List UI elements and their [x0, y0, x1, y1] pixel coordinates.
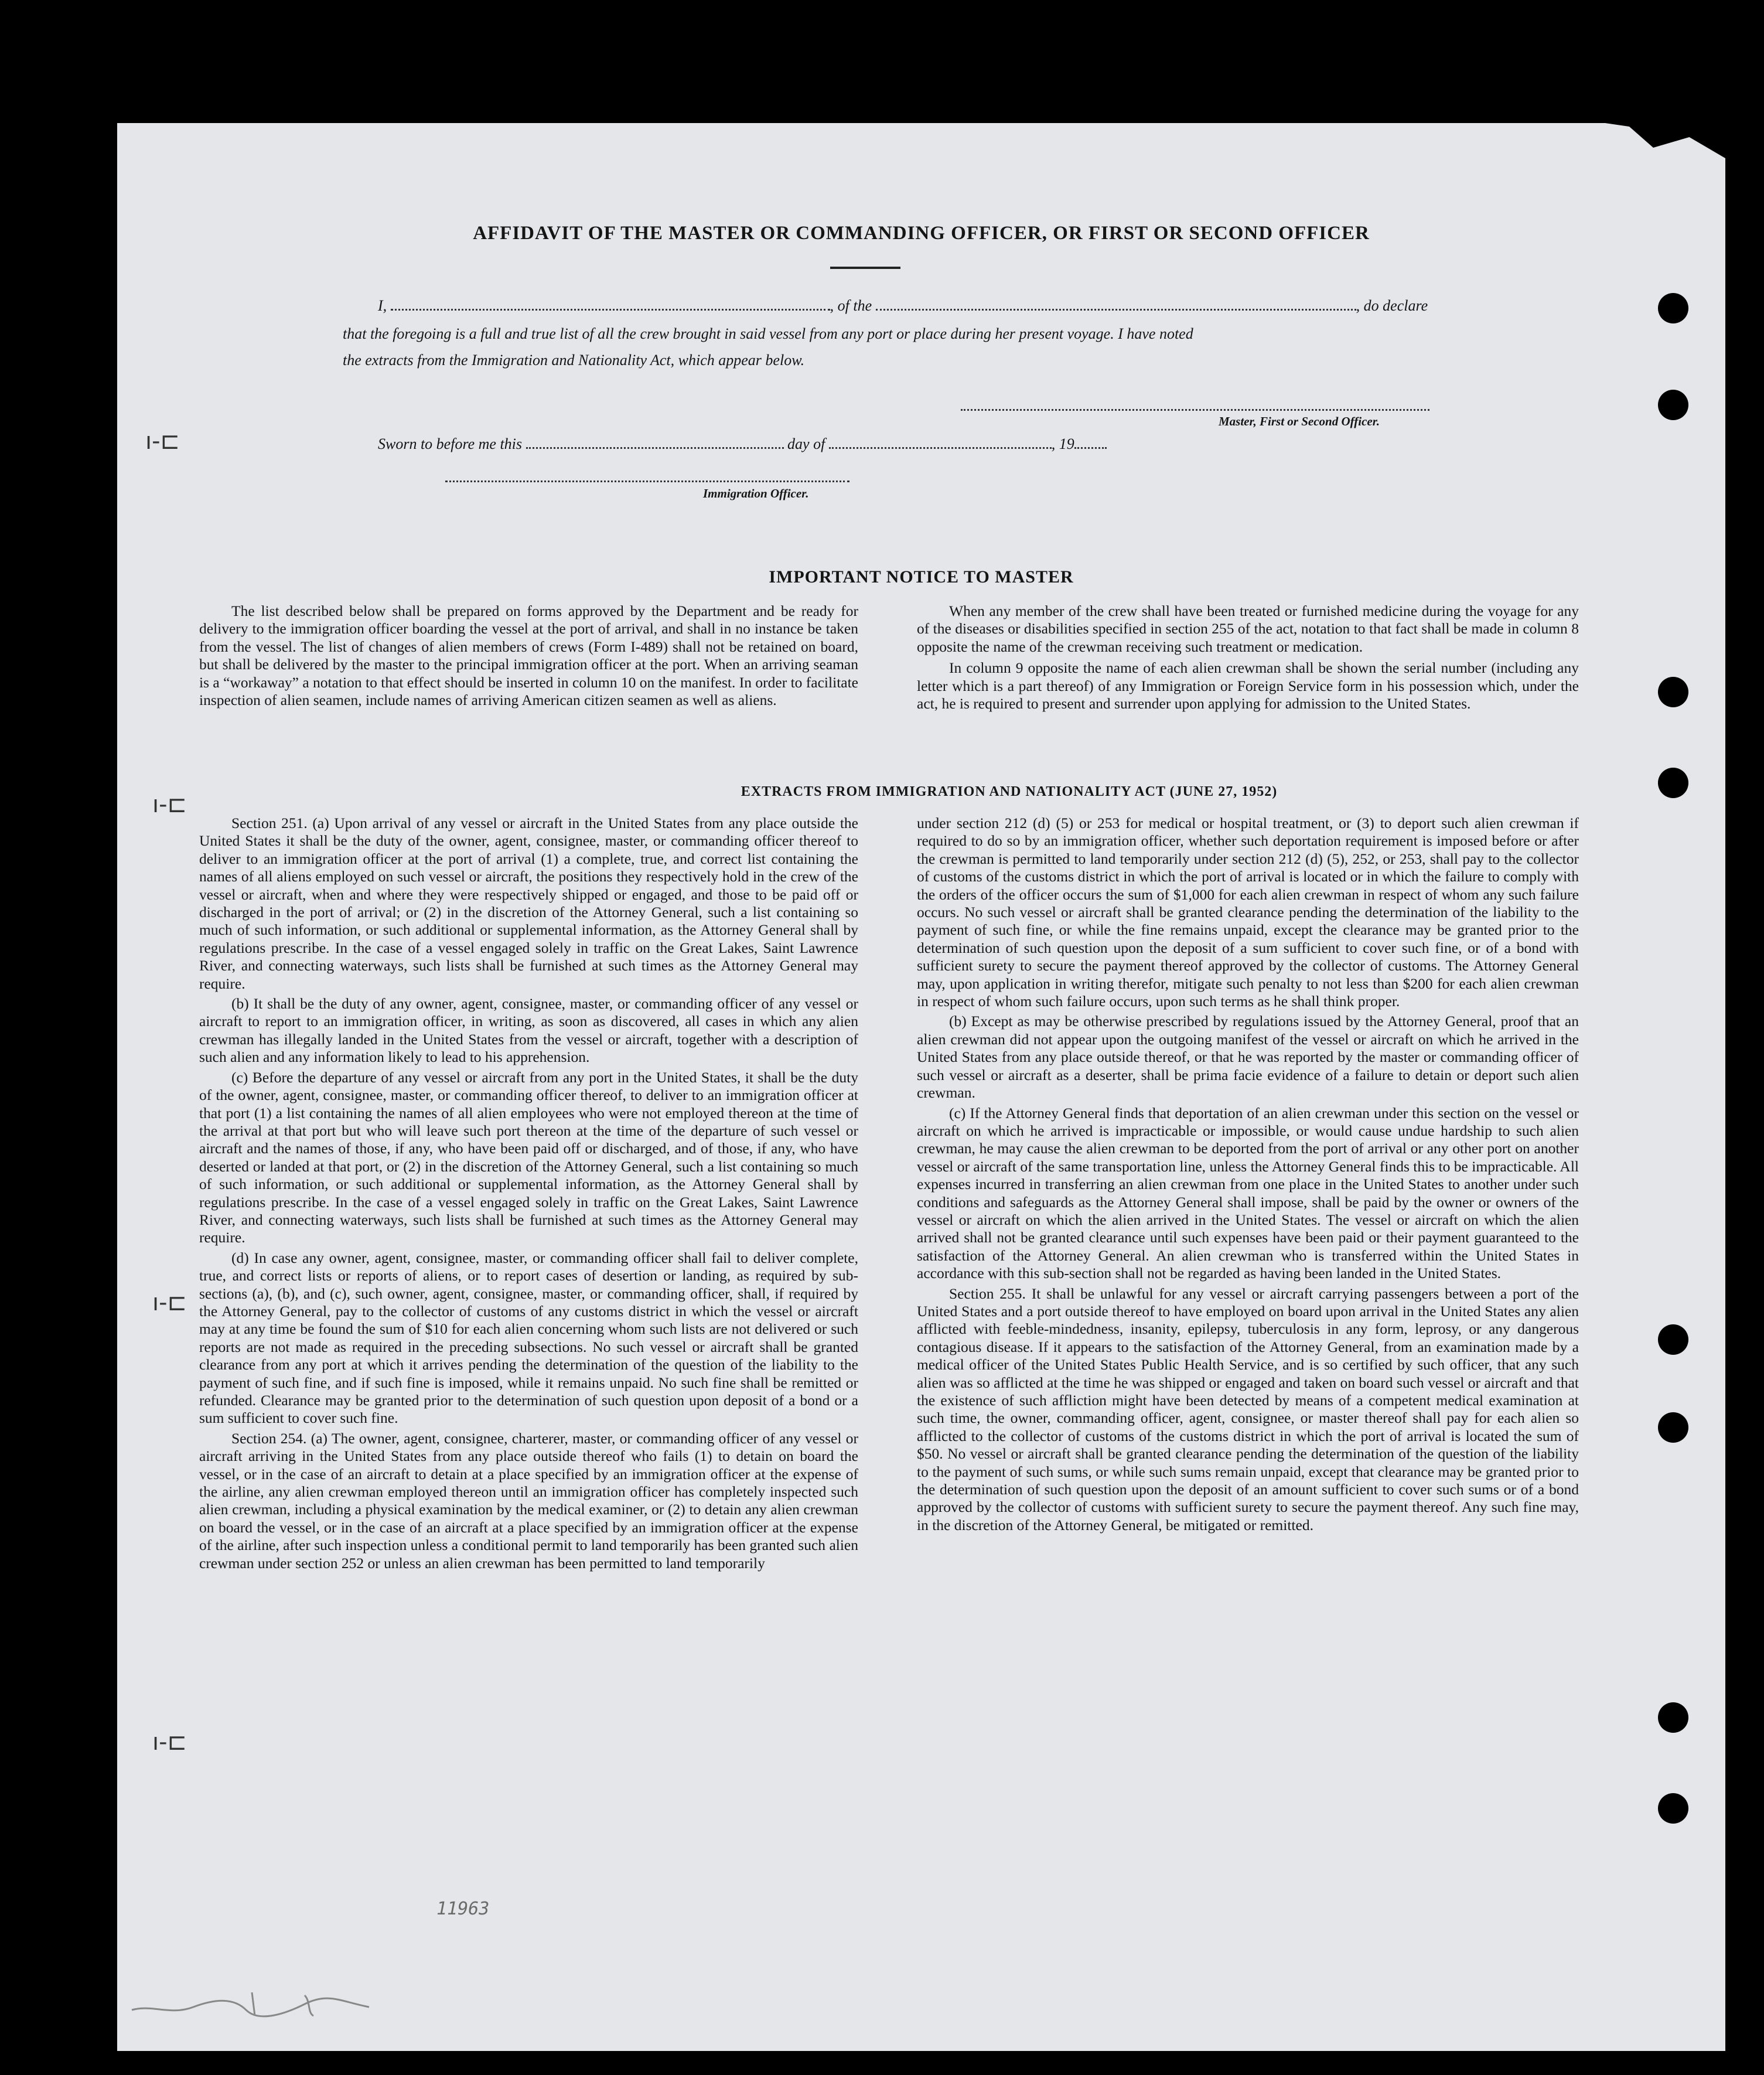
title-rule — [830, 267, 900, 269]
margin-tick-mark: ı-⊏ — [152, 791, 187, 818]
declaration-line-1: I, , of the , do declare — [378, 297, 1428, 314]
declaration-line-3: the extracts from the Immigration and Nationality Act, which appear below. — [343, 352, 805, 369]
sworn-day-blank[interactable] — [526, 437, 784, 449]
act-section: under section 212 (d) (5) or 253 for medical or hospital treatment, or (3) to deport such alien crewman if required to do so by an immigration officer, whether such deportation requirement is imposed before or after the crewman is permitted to land temporarily under section 212 (d) (5), 252, or 253, shall pay to the collector of customs of the customs district in which the port of arrival is located or in which the failure to comply with the orders of the officer occurs the sum of $1,000 for each alien crewman in respect of whom any such failure occurs. No such vessel or aircraft shall be granted clearance pending the determination of the liability to the payment of such fine, or while the fine remains unpaid, except the clearance may be granted prior to the determination of such question upon the deposit of a sum sufficient to cover such fine, or of a bond with sufficient surety to secure the payment thereof approved by the collector of customs. The Attorney General may, upon application in writing therefor, mitigate such penalty to not less than $200 for each alien crewman in respect of whom such failure occurs, upon such terms as he shall think proper. — [917, 815, 1579, 1010]
extracts-title: EXTRACTS FROM IMMIGRATION AND NATIONALITY ACT (JUNE 27, 1952) — [741, 784, 1278, 799]
notice-title: IMPORTANT NOTICE TO MASTER — [769, 567, 1074, 587]
act-section: Section 251. (a) Upon arrival of any vessel or aircraft in the United States from any place outside the United States it shall be the duty of the owner, agent, consignee, master, or commanding officer thereof to deliver to an immigration officer at the port of arrival (1) a complete, true, and correct list containing the names of all aliens employed on such vessel or aircraft, the positions they respectively hold in the crew of the vessel or aircraft, when and where they were respectively shipped or engaged, and those to be paid off or discharged in the port of arrival; or (2) in the discretion of the Attorney General, such a list containing so much of such information, or such additional or supplemental information, as the Attorney General shall by regulations prescribe. In the case of a vessel engaged solely in traffic on the Great Lakes, Saint Lawrence River, and connecting waterways, such lists shall be furnished at such times as the Attorney General may require. — [199, 815, 858, 992]
margin-tick-mark: ı-⊏ — [145, 428, 180, 455]
extracts-right-column — [917, 815, 1579, 1536]
binder-hole — [1658, 1324, 1688, 1355]
notice-paragraph: In column 9 opposite the name of each alien crewman shall be shown the serial number (including any letter which is a part thereof) of any Immigration or Foreign Service form in his possession which, under the act, he is required to present and surrender upon applying for admission to the United States. — [917, 659, 1579, 713]
notice-paragraph: When any member of the crew shall have been treated or furnished medicine during the voyage for any of the diseases or disabilities specified in section 255 of the act, notation to that fact shall be made in column 8 opposite the name of the crewman receiving such treatment or medication. — [917, 602, 1579, 655]
act-section: Section 255. It shall be unlawful for any vessel or aircraft carrying passengers between a port of the United States and a port outside thereof to have employed on board upon arrival in the United States any alien afflicted with feeble-mindedness, insanity, epilepsy, tuberculosis in any form, leprosy, or any dangerous contagious disease. If it appears to the satisfaction of the Attorney General, from an examination made by a medical officer of the United States Public Health Service, and is so certified by such officer, that any such alien was so afflicted at the time he was shipped or engaged and taken on board such vessel or aircraft and that the existence of such affliction might have been detected by means of a competent medical examination at such time, the owner, commanding officer, agent, consignee, or master thereof shall pay for each alien so afflicted to the collector of customs of the customs district in which the port of arrival is located the sum of $50. No vessel or aircraft shall be granted clearance pending the determination of the question of the liability to the payment of such sums, or while such sums remain unpaid, except that clearance may be granted prior to the determination of such question upon the deposit of an amount sufficient to cover such sums or of a bond approved by the collector of customs with sufficient surety to secure the payment thereof. Any such fine may, in the discretion of the Attorney General, be mitigated or remitted. — [917, 1284, 1579, 1534]
extracts-left-column — [199, 815, 858, 1575]
vessel-blank[interactable] — [876, 298, 1356, 311]
binder-hole — [1658, 1702, 1688, 1733]
notice-left-column — [199, 602, 858, 711]
officer-signature-label: Immigration Officer. — [703, 486, 809, 500]
name-blank[interactable] — [391, 298, 830, 311]
binder-hole — [1658, 293, 1688, 323]
notice-paragraph: The list described below shall be prepared on forms approved by the Department and be ready for delivery to the immigration officer boarding the vessel at the port of arrival, and shall in no instance be taken from the vessel. The list of changes of alien members of crews (Form I-489) shall not be retained on board, but shall be delivered by the master to the principal immigration officer at the port. When an arriving seaman is a “workaway” a notation to that effect should be inserted in column 10 on the manifest. In order to facilitate inspection of alien seamen, include names of arriving American citizen seamen as well as aliens. — [199, 602, 858, 709]
binder-hole — [1658, 1793, 1688, 1824]
act-section: (b) It shall be the duty of any owner, agent, consignee, master, or commanding officer of any vessel or aircraft to report to an immigration officer, in writing, as soon as discovered, all cases in which any alien crewman has illegally landed in the United States from the vessel or aircraft, together with a description of such alien and any information likely to lead to his apprehension. — [199, 995, 858, 1066]
affidavit-title: AFFIDAVIT OF THE MASTER OR COMMANDING OFFICER, OR FIRST OR SECOND OFFICER — [473, 223, 1370, 244]
margin-tick-mark: ı-⊏ — [152, 1729, 187, 1756]
binder-hole — [1658, 1412, 1688, 1443]
master-signature-line[interactable] — [961, 409, 1429, 411]
margin-tick-mark: ı-⊏ — [152, 1289, 187, 1316]
notice-right-column — [917, 602, 1579, 715]
sworn-year-blank[interactable] — [1074, 437, 1107, 449]
binder-hole — [1658, 677, 1688, 707]
officer-signature-line[interactable] — [445, 481, 849, 482]
declaration-line-2: that the foregoing is a full and true list of all the crew brought in said vessel from any port or place during her present voyage. I have noted — [343, 325, 1193, 342]
document-page — [117, 123, 1725, 2051]
sworn-line: Sworn to before me this day of , 19 — [378, 435, 1107, 453]
act-section: (d) In case any owner, agent, consignee, master, or commanding officer shall fail to deliver complete, true, and correct lists or reports of aliens, or to report cases of desertion or landing, as required by sub-sections (a), (b), and (c), such owner, agent, consignee, master, or commanding officer, shall, if required by the Attorney General, pay to the collector of customs of any customs district in which the vessel or aircraft may at any time be found the sum of $10 for each alien concerning whom such lists are not delivered or such reports are not made as required in the preceding subsections. No such vessel or aircraft shall be granted clearance from any port at which it arrives pending the determination of the question of the liability to the payment of such fine, and if such fine is imposed, while it remains unpaid. No such fine shall be remitted or refunded. Clearance may be granted prior to the determination of such question upon deposit of a bond or a sum sufficient to cover such fine. — [199, 1249, 858, 1427]
torn-corner — [1605, 123, 1725, 158]
act-section: (c) If the Attorney General finds that deportation of an alien crewman under this section on the vessel or aircraft on which he arrived is impracticable or impossible, or would cause undue hardship to such alien crewman, he may cause the alien crewman to be deported from the port of arrival or any other port on another vessel or aircraft of the same transportation line, unless the Attorney General finds this to be impracticable. All expenses incurred in transferring an alien crewman from one place in the United States to another under such conditions and safeguards as the Attorney General shall impose, shall be paid by the owner or owners of the vessel or aircraft on which the alien arrived in the United States. The vessel or aircraft on which the alien arrived shall not be granted clearance until such expenses have been paid or their payment guaranteed to the satisfaction of the Attorney General. An alien crewman who is transferred within the United States in accordance with this sub-section shall not be regarded as having been landed in the United States. — [917, 1104, 1579, 1282]
handwritten-signature — [129, 1981, 375, 2028]
master-signature-label: Master, First or Second Officer. — [1219, 414, 1380, 428]
binder-hole — [1658, 390, 1688, 420]
sworn-month-blank[interactable] — [829, 437, 1052, 449]
stamp-number: 11963 — [436, 1899, 490, 1919]
act-section: Section 254. (a) The owner, agent, consignee, charterer, master, or commanding officer of any vessel or aircraft arriving in the United States from any place outside thereof who fails (1) to detain on board the vessel, or in the case of an aircraft to detain at a place specified by an immigration officer at the expense of the airline, any alien crewman employed thereon until an immigration officer has completely inspected such alien crewman, including a physical examination by the medical examiner, or (2) to detain any alien crewman on board the vessel, or in the case of an aircraft at a place specified by an immigration officer at the expense of the airline, after such inspection unless a conditional permit to land temporarily has been granted such alien crewman under section 252 or unless an alien crewman has been permitted to land temporarily — [199, 1429, 858, 1572]
act-section: (c) Before the departure of any vessel or aircraft from any port in the United States, it shall be the duty of the owner, agent, consignee, master, or commanding officer thereof, to deliver to an immigration officer at that port (1) a list containing the names of all alien employees who were not employed thereon at the time of the arrival at that port but who will leave such port thereon at the time of the departure of such vessel or aircraft and the names of those, if any, who have been paid off or discharged, and of those, if any, who have deserted or landed at that port, or (2) in the discretion of the Attorney General, such a list containing so much of such information, or such additional or supplemental information, as the Attorney General shall by regulations prescribe. In the case of a vessel engaged solely in traffic on the Great Lakes, Saint Lawrence River, and connecting waterways, such lists shall be furnished at such times as the Attorney General may require. — [199, 1068, 858, 1246]
act-section: (b) Except as may be otherwise prescribed by regulations issued by the Attorney General, proof that an alien crewman did not appear upon the outgoing manifest of the vessel or aircraft on which he arrived in the United States from any place outside thereof, or that he was reported by the master or commanding officer of such vessel or aircraft as a deserter, shall be prima facie evidence of a failure to detain or deport such alien crewman. — [917, 1013, 1579, 1102]
